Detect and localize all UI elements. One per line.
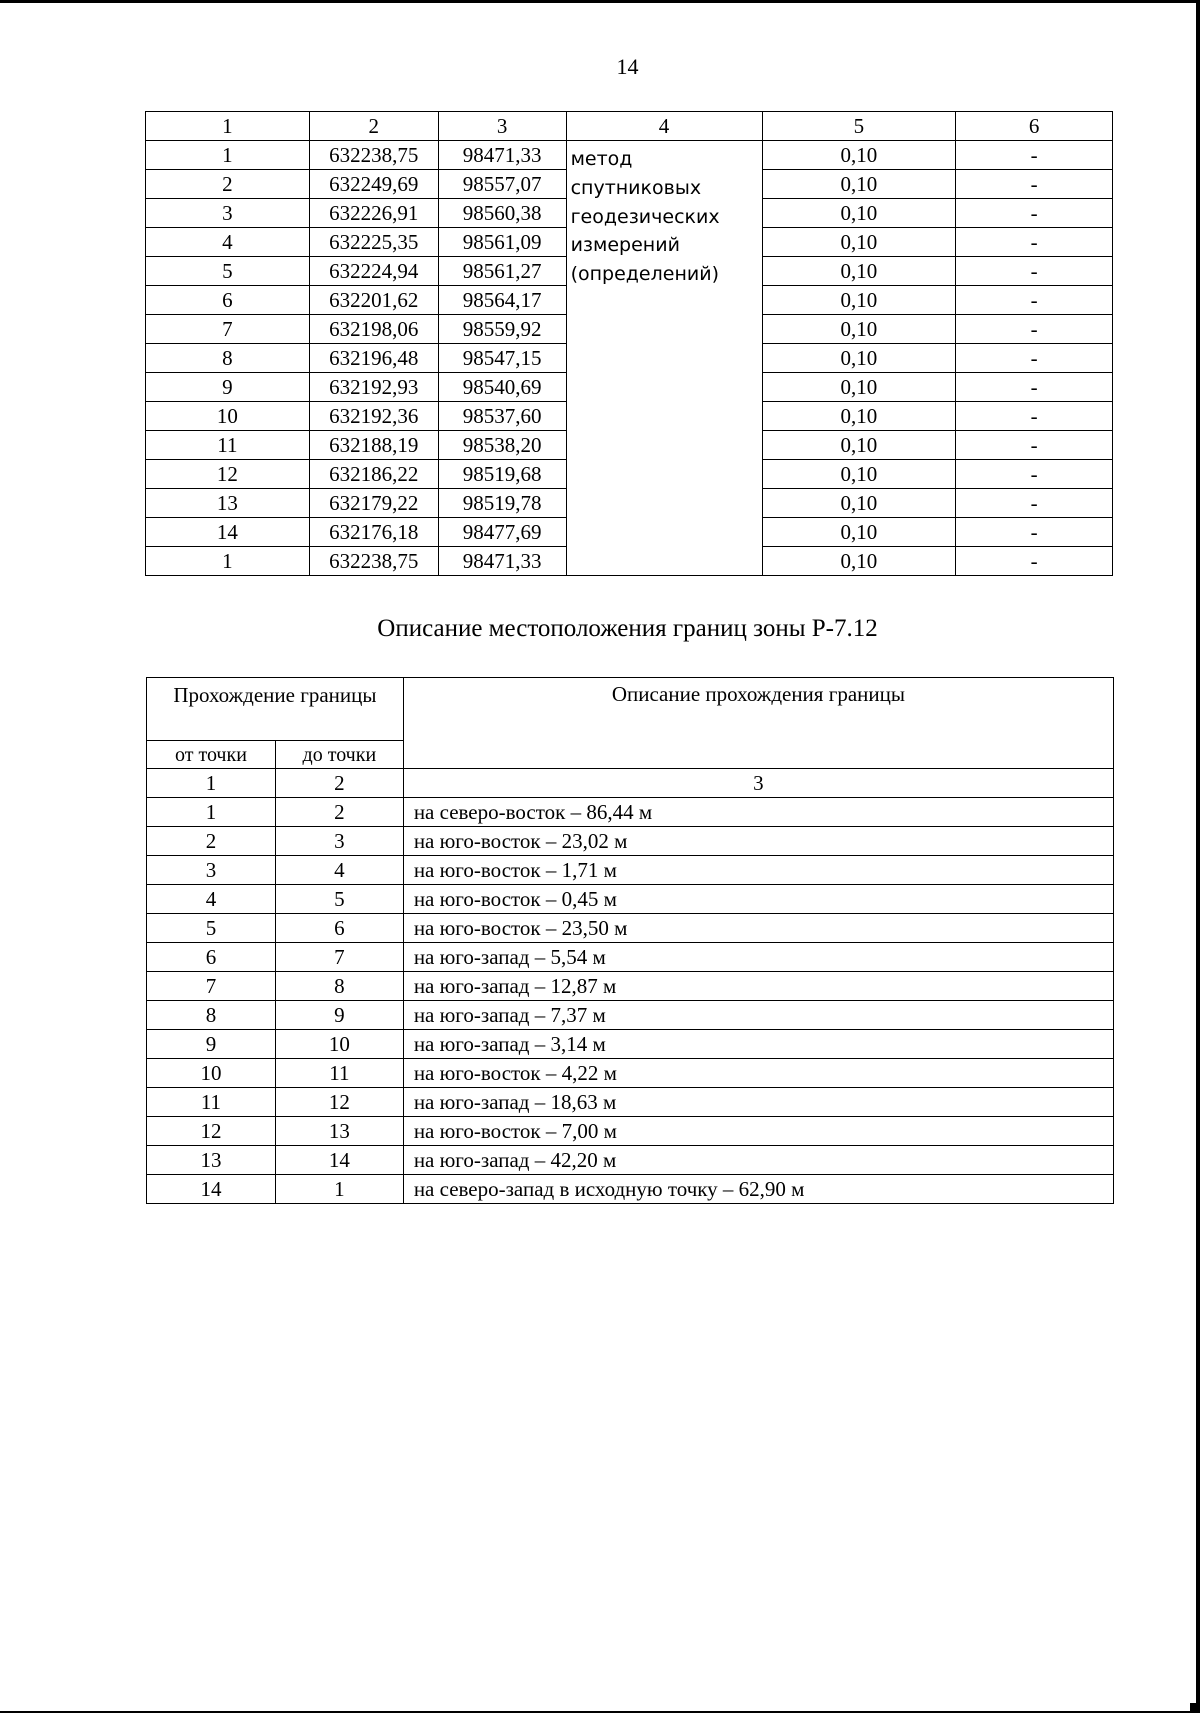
to-point-cell: 8: [275, 972, 403, 1001]
column-6-cell: -: [956, 460, 1113, 489]
boundary-row: [147, 943, 1114, 972]
method-line: геодезических: [570, 205, 720, 228]
accuracy-cell: 0,10: [762, 199, 956, 228]
boundary-row: [147, 1146, 1114, 1175]
x-coordinate-cell: 632224,94: [309, 257, 438, 286]
to-point-cell: 12: [275, 1088, 403, 1117]
from-point-cell: 1: [147, 798, 276, 827]
y-coordinate-cell: 98540,69: [438, 373, 566, 402]
section-title: Описание местоположения границ зоны Р-7.12: [377, 615, 878, 642]
boundary-description-cell: на юго-запад – 12,87 м: [403, 972, 1113, 1001]
accuracy-cell: 0,10: [762, 431, 956, 460]
from-point-cell: 9: [147, 1030, 276, 1059]
coordinate-row: [146, 141, 1113, 170]
x-coordinate-cell: 632249,69: [309, 170, 438, 199]
column-6-cell: -: [956, 257, 1113, 286]
point-number-cell: 8: [146, 344, 310, 373]
x-coordinate-cell: 632192,36: [309, 402, 438, 431]
boundary-description-cell: на юго-запад – 5,54 м: [403, 943, 1113, 972]
point-number-cell: 7: [146, 315, 310, 344]
coordinates-table-body: [146, 112, 1113, 576]
x-coordinate-cell: 632196,48: [309, 344, 438, 373]
column-6-cell: -: [956, 286, 1113, 315]
y-coordinate-cell: 98471,33: [438, 547, 566, 576]
to-point-cell: 3: [275, 827, 403, 856]
from-point-cell: 12: [147, 1117, 276, 1146]
point-number-cell: 9: [146, 373, 310, 402]
method-line: спутниковых: [570, 176, 702, 199]
x-coordinate-cell: 632179,22: [309, 489, 438, 518]
point-number-cell: 5: [146, 257, 310, 286]
accuracy-cell: 0,10: [762, 286, 956, 315]
x-coordinate-cell: 632176,18: [309, 518, 438, 547]
boundary-description-cell: на юго-восток – 23,02 м: [403, 827, 1113, 856]
accuracy-cell: 0,10: [762, 257, 956, 286]
from-point-cell: 5: [147, 914, 276, 943]
boundary-numbering-row: [147, 769, 1114, 798]
boundary-header-row: [147, 678, 1114, 741]
column-6-cell: -: [956, 518, 1113, 547]
to-point-cell: 1: [275, 1175, 403, 1204]
point-number-cell: 12: [146, 460, 310, 489]
x-coordinate-cell: 632188,19: [309, 431, 438, 460]
header-boundary-passage: Прохождение границы: [147, 678, 404, 741]
boundary-description-cell: на юго-восток – 23,50 м: [403, 914, 1113, 943]
header-cell: 5: [762, 112, 956, 141]
boundary-row: [147, 1088, 1114, 1117]
boundary-description-cell: на юго-запад – 3,14 м: [403, 1030, 1113, 1059]
from-point-cell: 14: [147, 1175, 276, 1204]
column-6-cell: -: [956, 489, 1113, 518]
accuracy-cell: 0,10: [762, 170, 956, 199]
y-coordinate-cell: 98519,68: [438, 460, 566, 489]
boundary-row: [147, 914, 1114, 943]
method-line: измерений: [570, 234, 680, 257]
column-6-cell: -: [956, 315, 1113, 344]
to-point-cell: 14: [275, 1146, 403, 1175]
y-coordinate-cell: 98560,38: [438, 199, 566, 228]
point-number-cell: 1: [146, 141, 310, 170]
boundary-row: [147, 827, 1114, 856]
from-point-cell: 6: [147, 943, 276, 972]
y-coordinate-cell: 98519,78: [438, 489, 566, 518]
column-6-cell: -: [956, 402, 1113, 431]
method-line: метод: [570, 148, 633, 170]
point-number-cell: 6: [146, 286, 310, 315]
to-point-cell: 7: [275, 943, 403, 972]
from-point-cell: 13: [147, 1146, 276, 1175]
boundary-row: [147, 1030, 1114, 1059]
point-number-cell: 1: [146, 547, 310, 576]
point-number-cell: 2: [146, 170, 310, 199]
to-point-cell: 11: [275, 1059, 403, 1088]
x-coordinate-cell: 632226,91: [309, 199, 438, 228]
y-coordinate-cell: 98564,17: [438, 286, 566, 315]
accuracy-cell: 0,10: [762, 373, 956, 402]
x-coordinate-cell: 632238,75: [309, 547, 438, 576]
accuracy-cell: 0,10: [762, 489, 956, 518]
boundary-description-cell: на северо-восток – 86,44 м: [403, 798, 1113, 827]
method-cell: [566, 141, 762, 576]
boundary-description-cell: на юго-запад – 7,37 м: [403, 1001, 1113, 1030]
y-coordinate-cell: 98547,15: [438, 344, 566, 373]
header-to-point: до точки: [275, 741, 403, 769]
accuracy-cell: 0,10: [762, 547, 956, 576]
to-point-cell: 9: [275, 1001, 403, 1030]
point-number-cell: 14: [146, 518, 310, 547]
column-6-cell: -: [956, 547, 1113, 576]
to-point-cell: 2: [275, 798, 403, 827]
from-point-cell: 2: [147, 827, 276, 856]
to-point-cell: 13: [275, 1117, 403, 1146]
header-from-point: от точки: [147, 741, 276, 769]
scan-border-right: [1196, 0, 1200, 1713]
boundary-row: [147, 856, 1114, 885]
boundary-row: [147, 1001, 1114, 1030]
boundary-row: [147, 972, 1114, 1001]
boundary-description-cell: на юго-восток – 0,45 м: [403, 885, 1113, 914]
point-number-cell: 11: [146, 431, 310, 460]
x-coordinate-cell: 632225,35: [309, 228, 438, 257]
x-coordinate-cell: 632186,22: [309, 460, 438, 489]
from-point-cell: 3: [147, 856, 276, 885]
point-number-cell: 10: [146, 402, 310, 431]
boundary-row: [147, 1117, 1114, 1146]
y-coordinate-cell: 98559,92: [438, 315, 566, 344]
point-number-cell: 4: [146, 228, 310, 257]
y-coordinate-cell: 98477,69: [438, 518, 566, 547]
to-point-cell: 4: [275, 856, 403, 885]
to-point-cell: 10: [275, 1030, 403, 1059]
y-coordinate-cell: 98538,20: [438, 431, 566, 460]
boundary-description-cell: на юго-восток – 1,71 м: [403, 856, 1113, 885]
numbering-cell: 2: [275, 769, 403, 798]
boundary-row: [147, 798, 1114, 827]
y-coordinate-cell: 98561,09: [438, 228, 566, 257]
from-point-cell: 7: [147, 972, 276, 1001]
y-coordinate-cell: 98557,07: [438, 170, 566, 199]
accuracy-cell: 0,10: [762, 402, 956, 431]
from-point-cell: 4: [147, 885, 276, 914]
column-6-cell: -: [956, 199, 1113, 228]
header-cell: 3: [438, 112, 566, 141]
header-cell: 1: [146, 112, 310, 141]
accuracy-cell: 0,10: [762, 228, 956, 257]
boundary-row: [147, 885, 1114, 914]
coordinates-table: [145, 111, 1113, 576]
header-boundary-description: Описание прохождения границы: [403, 678, 1113, 769]
accuracy-cell: 0,10: [762, 315, 956, 344]
column-6-cell: -: [956, 228, 1113, 257]
column-6-cell: -: [956, 344, 1113, 373]
x-coordinate-cell: 632192,93: [309, 373, 438, 402]
numbering-cell: 1: [147, 769, 276, 798]
column-6-cell: -: [956, 141, 1113, 170]
page-number: 14: [616, 54, 639, 79]
boundary-description-table: [146, 677, 1114, 1204]
from-point-cell: 10: [147, 1059, 276, 1088]
column-6-cell: -: [956, 170, 1113, 199]
column-6-cell: -: [956, 373, 1113, 402]
boundary-description-cell: на юго-восток – 4,22 м: [403, 1059, 1113, 1088]
accuracy-cell: 0,10: [762, 518, 956, 547]
x-coordinate-cell: 632201,62: [309, 286, 438, 315]
boundary-table-body: [147, 678, 1114, 1204]
scan-corner-mark: [1190, 1703, 1196, 1711]
header-cell: 6: [956, 112, 1113, 141]
header-cell: 4: [566, 112, 762, 141]
y-coordinate-cell: 98537,60: [438, 402, 566, 431]
to-point-cell: 6: [275, 914, 403, 943]
header-cell: 2: [309, 112, 438, 141]
boundary-description-cell: на юго-запад – 42,20 м: [403, 1146, 1113, 1175]
boundary-row: [147, 1175, 1114, 1204]
from-point-cell: 8: [147, 1001, 276, 1030]
x-coordinate-cell: 632198,06: [309, 315, 438, 344]
y-coordinate-cell: 98561,27: [438, 257, 566, 286]
accuracy-cell: 0,10: [762, 141, 956, 170]
to-point-cell: 5: [275, 885, 403, 914]
x-coordinate-cell: 632238,75: [309, 141, 438, 170]
numbering-cell: 3: [403, 769, 1113, 798]
y-coordinate-cell: 98471,33: [438, 141, 566, 170]
scan-border-top: [0, 0, 1200, 3]
point-number-cell: 3: [146, 199, 310, 228]
accuracy-cell: 0,10: [762, 344, 956, 373]
boundary-description-cell: на северо-запад в исходную точку – 62,90 м: [403, 1175, 1113, 1204]
boundary-row: [147, 1059, 1114, 1088]
boundary-description-cell: на юго-восток – 7,00 м: [403, 1117, 1113, 1146]
boundary-description-cell: на юго-запад – 18,63 м: [403, 1088, 1113, 1117]
coordinates-header-row: [146, 112, 1113, 141]
method-line: (определений): [570, 263, 719, 286]
accuracy-cell: 0,10: [762, 460, 956, 489]
point-number-cell: 13: [146, 489, 310, 518]
column-6-cell: -: [956, 431, 1113, 460]
from-point-cell: 11: [147, 1088, 276, 1117]
